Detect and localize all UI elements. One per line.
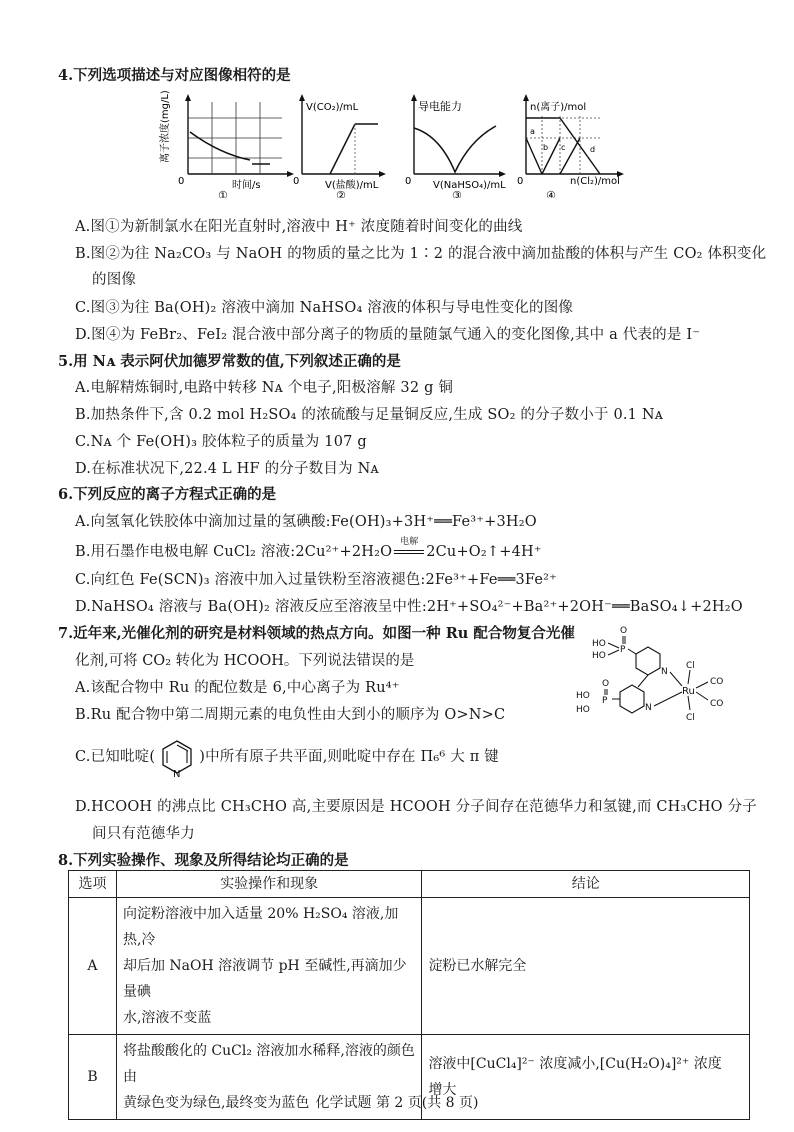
svg-text:Ru: Ru (682, 686, 695, 697)
q5-stem: 5.用 Nᴀ 表示阿伏加德罗常数的值,下列叙述正确的是 (58, 353, 401, 370)
graph-4-origin: 0 (517, 176, 524, 187)
graph-4-tag-b: b (543, 143, 549, 152)
q7-stem-line1: 7.近年来,光催化剂的研究是材料领域的热点方向。如图一种 Ru 配合物复合光催 (58, 625, 575, 642)
table-header-row (69, 871, 750, 898)
svg-text:HO: HO (592, 651, 606, 661)
graph-1-ylabel: 离子浓度(mg/L) (160, 90, 171, 163)
q7-option-d: D.HCOOH 的沸点比 CH₃CHO 高,主要原因是 HCOOH 分子间存在范德华力和氢键,而 CH₃CHO 分子 (75, 799, 757, 815)
svg-text:N: N (645, 703, 652, 713)
q6-option-c: C.向红色 Fe(SCN)₃ 溶液中加入过量铁粉至溶液褪色:2Fe³⁺+Fe══3Fe²⁺ (75, 572, 558, 588)
header-option: 选项 (69, 871, 117, 898)
q4-option-c: C.图③为往 Ba(OH)₂ 溶液中滴加 NaHSO₄ 溶液的体积与导电性变化的图像 (75, 300, 574, 316)
pyridine-n: N (173, 769, 181, 777)
graph-4-ylabel: n(离子)/mol (530, 102, 587, 113)
table-row (69, 898, 750, 1035)
row-a-op-line1: 向淀粉溶液中加入适量 20% H₂SO₄ 溶液,加热,冷 (122, 906, 399, 948)
svg-text:HO: HO (576, 705, 590, 715)
row-b-op-line2: 黄绿色变为绿色,最终变为蓝色 (122, 1095, 310, 1111)
graph-3 (405, 94, 506, 198)
q5-option-c: C.Nᴀ 个 Fe(OH)₃ 胶体粒子的质量为 107 g (75, 434, 367, 450)
q7-option-a: A.该配合物中 Ru 的配位数是 6,中心离子为 Ru⁴⁺ (75, 680, 400, 696)
graph-1-num: ① (218, 189, 228, 198)
header-operation: 实验操作和现象 (116, 871, 421, 898)
electrolysis-label: 电解 (400, 537, 419, 547)
q6-option-a: A.向氢氧化铁胶体中滴加过量的氢碘酸:Fe(OH)₃+3H⁺══Fe³⁺+3H₂O (75, 514, 537, 530)
q7-c-pre: C.已知吡啶( (75, 749, 156, 765)
row-b-option: B (69, 1035, 117, 1120)
graph-4-num: ④ (546, 189, 556, 198)
svg-text:Cl: Cl (686, 713, 695, 723)
graph-4-xlabel: n(Cl₂)/mol (570, 176, 620, 187)
row-b-op-line1: 将盐酸酸化的 CuCl₂ 溶液加水稀释,溶液的颜色由 (122, 1043, 415, 1085)
graph-2-num: ② (336, 189, 346, 198)
electrolysis-arrow (392, 537, 426, 560)
graph-1-origin: 0 (178, 176, 185, 187)
q8-table (68, 870, 750, 1120)
q4-stem: 4.下列选项描述与对应图像相符的是 (58, 67, 291, 84)
q8-stem: 8.下列实验操作、现象及所得结论均正确的是 (58, 852, 349, 869)
q5-option-d: D.在标准状况下,22.4 L HF 的分子数目为 Nᴀ (75, 461, 379, 477)
graph-4 (517, 94, 624, 198)
svg-text:O: O (602, 679, 610, 689)
graph-3-ylabel: 导电能力 (418, 100, 462, 113)
q7-stem-line2: 化剂,可将 CO₂ 转化为 HCOOH。下列说法错误的是 (75, 653, 415, 669)
q7-c-post: )中所有原子共平面,则吡啶中存在 Π₆⁶ 大 π 键 (199, 749, 499, 765)
ru-complex-structure (576, 622, 752, 732)
row-a-operation (116, 898, 421, 1035)
q5-option-b: B.加热条件下,含 0.2 mol H₂SO₄ 的浓硫酸与足量铜反应,生成 SO₂ 的分子数小于 0.1 Nᴀ (75, 407, 664, 423)
row-a-option: A (69, 898, 117, 1035)
svg-text:Cl: Cl (686, 661, 695, 671)
graph-4-tag-d: d (590, 145, 596, 154)
row-a-op-line2: 却后加 NaOH 溶液调节 pH 至碱性,再滴加少量碘 (122, 958, 407, 1000)
graph-3-xlabel: V(NaHSO₄)/mL (433, 180, 506, 191)
q6-b-post: 2Cu+O₂↑+4H⁺ (426, 544, 542, 560)
q5-option-a: A.电解精炼铜时,电路中转移 Nᴀ 个电子,阳极溶解 32 g 铜 (75, 380, 454, 396)
q7-option-c (75, 737, 499, 777)
row-a-conclusion: 淀粉已水解完全 (422, 898, 750, 1035)
q6-option-d: D.NaHSO₄ 溶液与 Ba(OH)₂ 溶液反应至溶液呈中性:2H⁺+SO₄²⁻+Ba²⁺+2OH⁻══BaSO₄↓+2H₂O (75, 599, 743, 615)
q4-graphs (150, 88, 670, 198)
graph-2-xlabel: V(盐酸)/mL (325, 180, 379, 191)
q6-b-pre: B.用石墨作电极电解 CuCl₂ 溶液:2Cu²⁺+2H₂O (75, 544, 393, 560)
q6-stem: 6.下列反应的离子方程式正确的是 (58, 486, 277, 503)
graph-4-tag-c: c (561, 143, 566, 152)
header-conclusion: 结论 (422, 871, 750, 898)
page-footer: 化学试题 第 2 页(共 8 页) (315, 1095, 479, 1111)
q7-option-b: B.Ru 配合物中第二周期元素的电负性由大到小的顺序为 O>N>C (75, 707, 506, 723)
q4-option-d: D.图④为 FeBr₂、FeI₂ 混合液中部分离子的物质的量随氯气通入的变化图像,其中 a 代表的是 I⁻ (75, 327, 701, 343)
graph-1 (158, 90, 294, 198)
svg-text:HO: HO (592, 639, 606, 649)
graph-4-tag-a: a (530, 127, 535, 136)
row-b-res-line1: 溶液中[CuCl₄]²⁻ 浓度减小,[Cu(H₂O)₄]²⁺ 浓度 (428, 1056, 722, 1072)
graph-1-xlabel: 时间/s (232, 180, 261, 191)
graph-2 (293, 94, 386, 198)
pyridine-structure (155, 737, 199, 777)
svg-text:CO: CO (710, 677, 724, 687)
svg-text:HO: HO (576, 691, 590, 701)
graph-3-origin: 0 (405, 176, 412, 187)
svg-text:P: P (602, 696, 608, 706)
q4-option-b-cont: 的图像 (92, 272, 137, 288)
graph-3-num: ③ (452, 189, 462, 198)
svg-text:P: P (620, 645, 626, 655)
svg-text:O: O (620, 626, 628, 636)
graph-2-ylabel: V(CO₂)/mL (306, 102, 359, 113)
graph-2-origin: 0 (293, 176, 300, 187)
q4-option-b: B.图②为往 Na₂CO₃ 与 NaOH 的物质的量之比为 1∶2 的混合液中滴加盐酸的体积与产生 CO₂ 体积变化 (75, 246, 767, 262)
row-b-res-line2: 增大 (428, 1082, 457, 1098)
q7-option-d-cont: 间只有范德华力 (92, 826, 195, 842)
svg-text:CO: CO (710, 699, 724, 709)
q6-option-b (75, 537, 542, 561)
q4-option-a: A.图①为新制氯水在阳光直射时,溶液中 H⁺ 浓度随着时间变化的曲线 (75, 219, 523, 235)
row-a-op-line3: 水,溶液不变蓝 (122, 1010, 212, 1026)
svg-text:N: N (661, 667, 668, 677)
